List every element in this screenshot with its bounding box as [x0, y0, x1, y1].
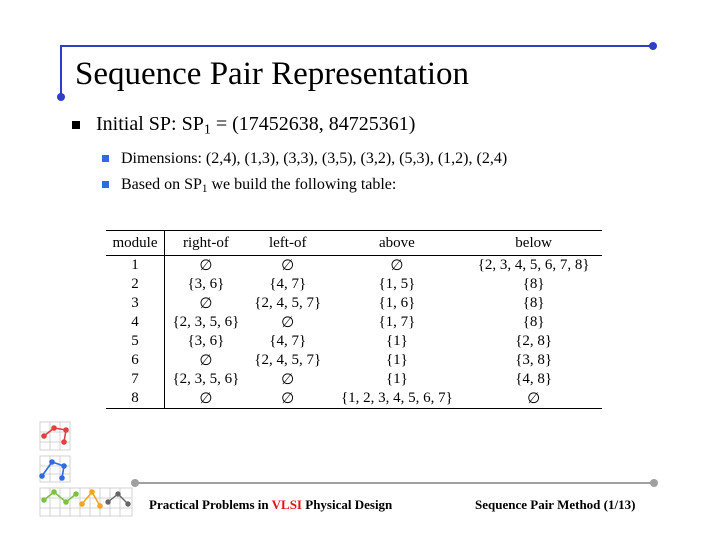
cell-module: 6 [106, 351, 165, 370]
cell-module: 5 [106, 332, 165, 351]
header-left-of: left-of [247, 231, 329, 256]
cell-below: {8} [522, 314, 545, 330]
bullet-text-suffix: = (17452638, 84725361) [210, 113, 416, 135]
footer-vlsi-highlight: VLSI [271, 497, 302, 512]
table-row [106, 313, 602, 332]
footer-course-title [149, 497, 392, 513]
table-row [106, 389, 602, 409]
footer-slide-counter: Sequence Pair Method (1/13) [475, 497, 636, 512]
cell-module: 3 [106, 294, 165, 313]
cell-above: {1, 5} [378, 276, 416, 292]
sub-bullet-prefix: Based on SP [121, 176, 202, 193]
left-rule-dot [57, 93, 65, 101]
cell-left-of: ∅ [281, 315, 295, 331]
cell-above: {1, 6} [378, 295, 416, 311]
cell-right-of: ∅ [165, 389, 247, 409]
cell-above: {1} [385, 371, 408, 387]
header-module: module [106, 231, 165, 256]
cell-above: ∅ [390, 258, 404, 274]
table-row [106, 332, 602, 351]
square-sub-bullet-icon [102, 155, 109, 162]
cell-left-of: {2, 4, 5, 7} [254, 352, 322, 368]
cell-left-of: ∅ [247, 389, 329, 409]
cell-below: {4, 8} [515, 371, 553, 387]
cell-module: 2 [106, 275, 165, 294]
table-row [106, 351, 602, 370]
cell-above: {1} [385, 352, 408, 368]
cell-right-of: {2, 3, 5, 6} [172, 314, 240, 330]
cell-left-of: {4, 7} [269, 276, 307, 292]
cell-right-of: {2, 3, 5, 6} [172, 371, 240, 387]
cell-left-of: ∅ [281, 258, 295, 274]
cell-left-of: ∅ [281, 372, 295, 388]
cell-right-of: {3, 6} [187, 333, 225, 349]
bullet-initial-sp [96, 113, 415, 139]
square-bullet-icon [72, 121, 80, 129]
bullet-subscript: 1 [203, 122, 211, 138]
footer-rule-dot-right [650, 479, 658, 487]
footer-rule [135, 482, 655, 484]
sub-bullet-suffix: we build the following table: [207, 176, 397, 193]
footer-course-prefix: Practical Problems in [149, 497, 272, 512]
table-header-row [106, 231, 602, 256]
cell-left-of: {4, 7} [269, 333, 307, 349]
header-right-of: right-of [165, 231, 247, 256]
header-above: above [329, 231, 466, 256]
vlsi-grid-logo-icon [36, 416, 136, 520]
cell-right-of: ∅ [199, 296, 213, 312]
cell-right-of: {3, 6} [187, 276, 225, 292]
table-row [106, 294, 602, 313]
title-rule [60, 45, 652, 47]
sub-bullet-table-intro [121, 176, 396, 195]
header-below: below [465, 231, 602, 256]
cell-above: {1, 2, 3, 4, 5, 6, 7} [329, 389, 466, 409]
sub-bullet-subscript: 1 [201, 182, 208, 195]
cell-left-of: {2, 4, 5, 7} [254, 295, 322, 311]
cell-below: {2, 8} [515, 333, 553, 349]
cell-module: 4 [106, 313, 165, 332]
cell-above: {1} [385, 333, 408, 349]
square-sub-bullet-icon [102, 181, 109, 188]
cell-module: 8 [106, 389, 165, 409]
footer-course-suffix: Physical Design [302, 497, 393, 512]
cell-module: 7 [106, 370, 165, 389]
cell-below: {8} [522, 276, 545, 292]
cell-module: 1 [106, 256, 165, 276]
table-row [106, 275, 602, 294]
sub-bullet-dimensions: Dimensions: (2,4), (1,3), (3,3), (3,5), (3,2), (5,3), (1,2), (2,4) [121, 150, 508, 167]
table-row [106, 370, 602, 389]
cell-above: {1, 7} [378, 314, 416, 330]
slide-title: Sequence Pair Representation [75, 56, 470, 92]
cell-below: {3, 8} [515, 352, 553, 368]
title-rule-dot [649, 42, 657, 50]
cell-below: {8} [522, 295, 545, 311]
cell-right-of: ∅ [199, 258, 213, 274]
sp-relations-table [106, 230, 602, 409]
cell-below: {2, 3, 4, 5, 6, 7, 8} [477, 257, 590, 273]
cell-right-of: ∅ [199, 353, 213, 369]
footer-rule-dot-left [131, 479, 139, 487]
left-rule [60, 45, 62, 97]
bullet-text-prefix: Initial SP: SP [96, 113, 204, 135]
cell-below: ∅ [465, 389, 602, 409]
table-row [106, 256, 602, 276]
